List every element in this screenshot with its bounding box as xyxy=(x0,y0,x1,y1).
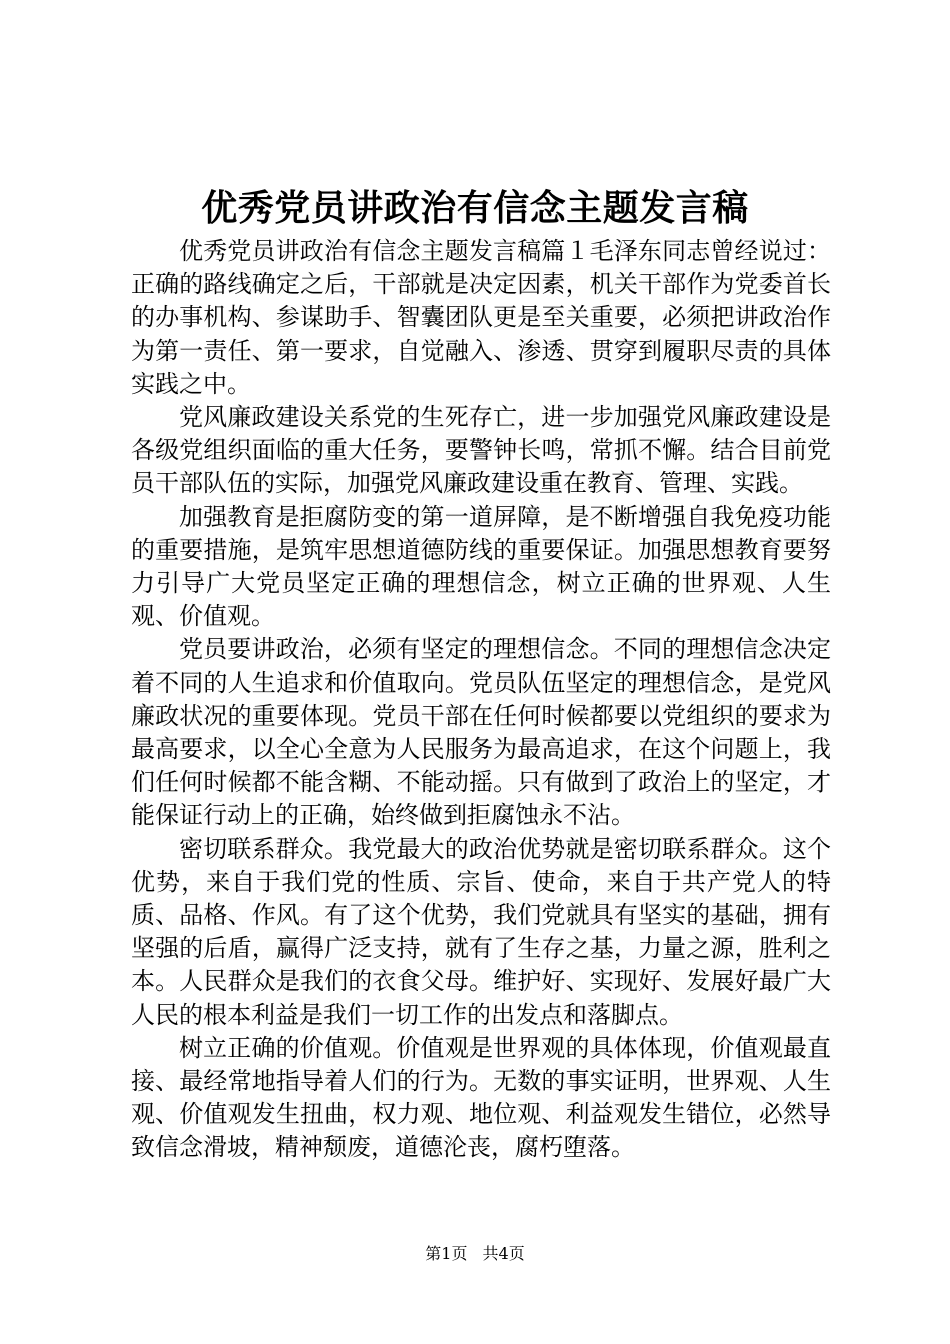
paragraph-5: 密切联系群众。我党最大的政治优势就是密切联系群众。这个优势，来自于我们党的性质、宗旨、使命，来自于共产党人的特质、品格、作风。有了这个优势，我们党就具有坚实的基础，拥有坚强的后盾，赢得广泛支持，就有了生存之基，力量之源，胜利之本。人民群众是我们的衣食父母。维护好、实现好、发展好最广大人民的根本利益是我们一切工作的出发点和落脚点。 xyxy=(131,834,831,1029)
paragraph-1: 优秀党员讲政治有信念主题发言稿篇１毛泽东同志曾经说过：正确的路线确定之后，干部就是决定因素，机关干部作为党委首长的办事机构、参谋助手、智囊团队更是至关重要，必须把讲政治作为第一责任、第一要求，自觉融入、渗透、贯穿到履职尽责的具体实践之中。 xyxy=(131,237,831,398)
document-title: 优秀党员讲政治有信念主题发言稿 xyxy=(201,187,749,229)
page-total: 共4页 xyxy=(482,1244,525,1263)
paragraph-6: 树立正确的价值观。价值观是世界观的具体体现，价值观最直接、最经常地指导着人们的行为。无数的事实证明，世界观、人生观、价值观发生扭曲，权力观、地位观、利益观发生错位，必然导致信念滑坡，精神颓废，道德沦丧，腐朽堕落。 xyxy=(131,1033,831,1162)
page-number: 第1页 xyxy=(425,1244,468,1263)
document-body xyxy=(131,235,831,1165)
paragraph-3: 加强教育是拒腐防变的第一道屏障，是不断增强自我免疫功能的重要措施，是筑牢思想道德防线的重要保证。加强思想教育要努力引导广大党员坚定正确的理想信念，树立正确的世界观、人生观、价值观。 xyxy=(131,502,831,631)
paragraph-2: 党风廉政建设关系党的生死存亡，进一步加强党风廉政建设是各级党组织面临的重大任务，要警钟长鸣，常抓不懈。结合目前党员干部队伍的实际，加强党风廉政建设重在教育、管理、实践。 xyxy=(131,403,831,498)
page-footer xyxy=(0,1244,950,1264)
paragraph-4: 党员要讲政治，必须有坚定的理想信念。不同的理想信念决定着不同的人生追求和价值取向。党员队伍坚定的理想信念，是党风廉政状况的重要体现。党员干部在任何时候都要以党组织的要求为最高要求，以全心全意为人民服务为最高追求，在这个问题上，我们任何时候都不能含糊、不能动摇。只有做到了政治上的坚定，才能保证行动上的正确，始终做到拒腐蚀永不沾。 xyxy=(131,635,831,830)
